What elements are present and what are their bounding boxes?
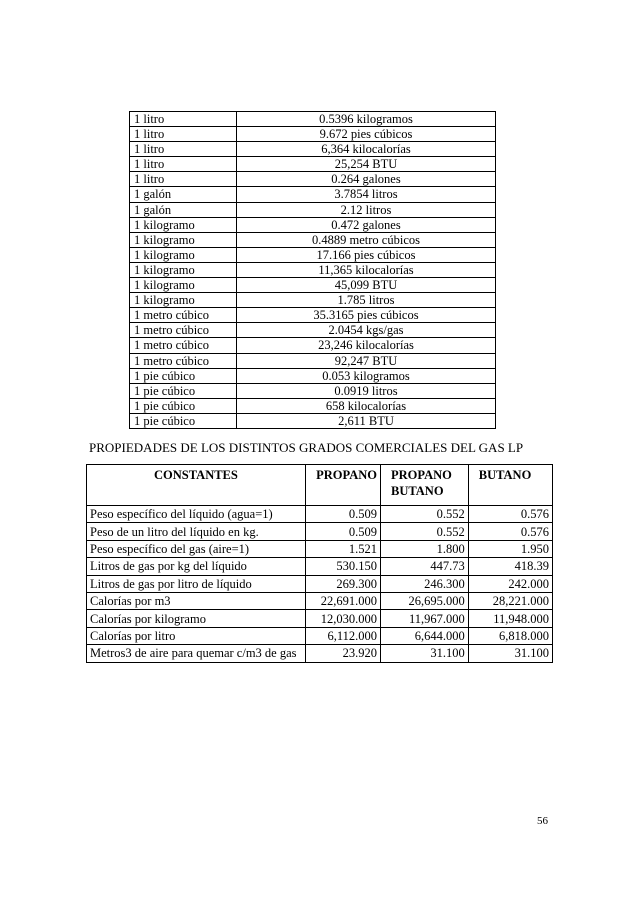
property-value-cell: 26,695.000 — [381, 592, 469, 609]
conversion-unit-cell: 1 metro cúbico — [130, 353, 237, 368]
property-value-cell: 246.300 — [381, 575, 469, 592]
conversion-row — [130, 338, 496, 353]
conversion-equivalent-cell: 92,247 BTU — [237, 353, 496, 368]
conversion-equivalent-cell: 0.264 galones — [237, 172, 496, 187]
conversion-row — [130, 172, 496, 187]
properties-row — [87, 506, 553, 523]
conversion-unit-cell: 1 metro cúbico — [130, 323, 237, 338]
properties-row — [87, 627, 553, 644]
conversion-unit-cell: 1 litro — [130, 172, 237, 187]
property-name-cell: Peso específico del gas (aire=1) — [87, 540, 306, 557]
section-title: PROPIEDADES DE LOS DISTINTOS GRADOS COMERCIALES DEL GAS LP — [89, 440, 524, 455]
conversion-table — [129, 111, 496, 429]
property-value-cell: 12,030.000 — [305, 610, 380, 627]
property-value-cell: 1.950 — [468, 540, 552, 557]
properties-row — [87, 592, 553, 609]
property-name-cell: Peso específico del líquido (agua=1) — [87, 506, 306, 523]
header-butano: BUTANO — [468, 465, 552, 506]
conversion-unit-cell: 1 pie cúbico — [130, 398, 237, 413]
property-name-cell: Calorías por m3 — [87, 592, 306, 609]
property-value-cell: 0.552 — [381, 523, 469, 540]
conversion-unit-cell: 1 litro — [130, 127, 237, 142]
conversion-row — [130, 112, 496, 127]
conversion-row — [130, 202, 496, 217]
property-value-cell: 418.39 — [468, 558, 552, 575]
conversion-unit-cell: 1 litro — [130, 142, 237, 157]
property-value-cell: 11,948.000 — [468, 610, 552, 627]
conversion-equivalent-cell: 658 kilocalorías — [237, 398, 496, 413]
conversion-equivalent-cell: 35.3165 pies cúbicos — [237, 308, 496, 323]
conversion-row — [130, 383, 496, 398]
conversion-equivalent-cell: 2.0454 kgs/gas — [237, 323, 496, 338]
conversion-row — [130, 398, 496, 413]
conversion-unit-cell: 1 kilogramo — [130, 247, 237, 262]
conversion-row — [130, 187, 496, 202]
properties-row — [87, 575, 553, 592]
property-value-cell: 31.100 — [468, 645, 552, 662]
property-value-cell: 6,112.000 — [305, 627, 380, 644]
conversion-equivalent-cell: 0.5396 kilogramos — [237, 112, 496, 127]
page-number: 56 — [537, 815, 548, 827]
properties-table-body — [87, 506, 553, 663]
conversion-equivalent-cell: 25,254 BTU — [237, 157, 496, 172]
properties-row — [87, 558, 553, 575]
conversion-row — [130, 368, 496, 383]
conversion-unit-cell: 1 kilogramo — [130, 293, 237, 308]
property-name-cell: Litros de gas por litro de líquido — [87, 575, 306, 592]
conversion-unit-cell: 1 metro cúbico — [130, 338, 237, 353]
conversion-row — [130, 308, 496, 323]
property-value-cell: 23.920 — [305, 645, 380, 662]
conversion-unit-cell: 1 pie cúbico — [130, 368, 237, 383]
property-name-cell: Calorías por litro — [87, 627, 306, 644]
properties-row — [87, 610, 553, 627]
property-value-cell: 447.73 — [381, 558, 469, 575]
property-value-cell: 6,818.000 — [468, 627, 552, 644]
properties-header-row — [87, 465, 553, 506]
header-propano: PROPANO — [305, 465, 380, 506]
conversion-row — [130, 278, 496, 293]
conversion-equivalent-cell: 45,099 BTU — [237, 278, 496, 293]
properties-table-head — [87, 465, 553, 506]
property-name-cell: Metros3 de aire para quemar c/m3 de gas — [87, 645, 306, 662]
conversion-row — [130, 262, 496, 277]
property-value-cell: 0.576 — [468, 523, 552, 540]
property-value-cell: 0.576 — [468, 506, 552, 523]
conversion-row — [130, 232, 496, 247]
conversion-row — [130, 293, 496, 308]
conversion-unit-cell: 1 kilogramo — [130, 278, 237, 293]
property-name-cell: Calorías por kilogramo — [87, 610, 306, 627]
header-constantes: CONSTANTES — [87, 465, 306, 506]
properties-row — [87, 540, 553, 557]
conversion-row — [130, 353, 496, 368]
conversion-row — [130, 323, 496, 338]
conversion-unit-cell: 1 litro — [130, 112, 237, 127]
conversion-unit-cell: 1 pie cúbico — [130, 413, 237, 428]
properties-row — [87, 523, 553, 540]
property-value-cell: 6,644.000 — [381, 627, 469, 644]
conversion-table-body — [130, 112, 496, 429]
property-value-cell: 1.521 — [305, 540, 380, 557]
conversion-unit-cell: 1 galón — [130, 202, 237, 217]
property-name-cell: Litros de gas por kg del líquido — [87, 558, 306, 575]
property-value-cell: 0.509 — [305, 523, 380, 540]
property-value-cell: 0.509 — [305, 506, 380, 523]
conversion-equivalent-cell: 0.053 kilogramos — [237, 368, 496, 383]
conversion-unit-cell: 1 metro cúbico — [130, 308, 237, 323]
property-value-cell: 28,221.000 — [468, 592, 552, 609]
conversion-equivalent-cell: 23,246 kilocalorías — [237, 338, 496, 353]
conversion-equivalent-cell: 6,364 kilocalorías — [237, 142, 496, 157]
conversion-equivalent-cell: 2,611 BTU — [237, 413, 496, 428]
conversion-unit-cell: 1 kilogramo — [130, 217, 237, 232]
conversion-row — [130, 247, 496, 262]
conversion-equivalent-cell: 0.0919 litros — [237, 383, 496, 398]
property-value-cell: 242.000 — [468, 575, 552, 592]
conversion-row — [130, 142, 496, 157]
conversion-unit-cell: 1 kilogramo — [130, 232, 237, 247]
conversion-equivalent-cell: 0.472 galones — [237, 217, 496, 232]
conversion-row — [130, 217, 496, 232]
conversion-equivalent-cell: 0.4889 metro cúbicos — [237, 232, 496, 247]
conversion-equivalent-cell: 11,365 kilocalorías — [237, 262, 496, 277]
property-value-cell: 0.552 — [381, 506, 469, 523]
properties-row — [87, 645, 553, 662]
conversion-equivalent-cell: 17.166 pies cúbicos — [237, 247, 496, 262]
property-value-cell: 530.150 — [305, 558, 380, 575]
properties-table — [86, 464, 553, 663]
property-value-cell: 1.800 — [381, 540, 469, 557]
conversion-row — [130, 127, 496, 142]
conversion-equivalent-cell: 2.12 litros — [237, 202, 496, 217]
property-value-cell: 22,691.000 — [305, 592, 380, 609]
header-propano-butano: PROPANO BUTANO — [381, 465, 469, 506]
conversion-row — [130, 413, 496, 428]
conversion-unit-cell: 1 galón — [130, 187, 237, 202]
property-name-cell: Peso de un litro del líquido en kg. — [87, 523, 306, 540]
property-value-cell: 11,967.000 — [381, 610, 469, 627]
property-value-cell: 269.300 — [305, 575, 380, 592]
property-value-cell: 31.100 — [381, 645, 469, 662]
conversion-unit-cell: 1 kilogramo — [130, 262, 237, 277]
conversion-equivalent-cell: 1.785 litros — [237, 293, 496, 308]
conversion-row — [130, 157, 496, 172]
conversion-unit-cell: 1 litro — [130, 157, 237, 172]
conversion-unit-cell: 1 pie cúbico — [130, 383, 237, 398]
conversion-equivalent-cell: 9.672 pies cúbicos — [237, 127, 496, 142]
conversion-equivalent-cell: 3.7854 litros — [237, 187, 496, 202]
